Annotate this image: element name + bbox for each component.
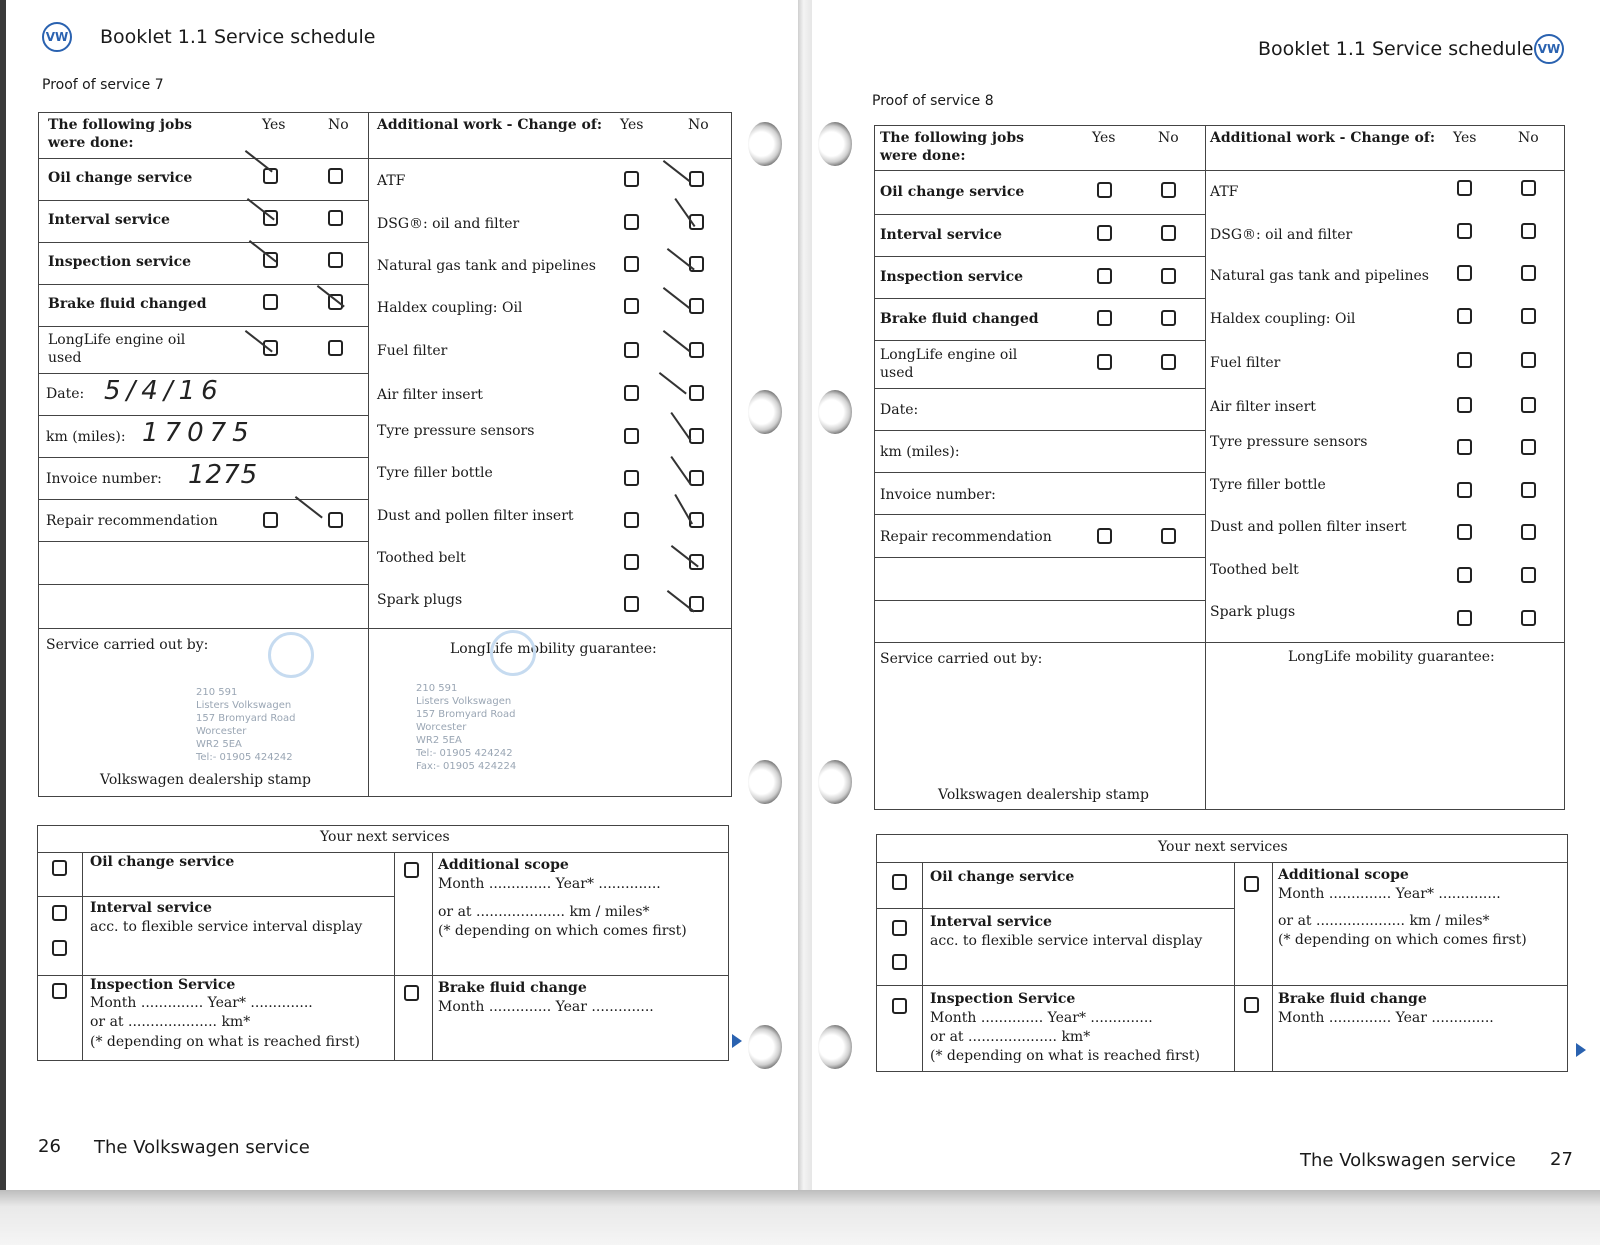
r-next-scope-dep: (* depending on which comes first) [1278, 932, 1527, 948]
r-checkbox-longlife-yes[interactable] [1097, 354, 1112, 370]
checkbox-oil-no[interactable] [328, 168, 343, 184]
r-add-belt: Toothed belt [1210, 562, 1299, 578]
r-mobility-label: LongLife mobility guarantee: [1288, 649, 1495, 665]
r-checkbox-repair-yes[interactable] [1097, 528, 1112, 544]
r-invoice-label: Invoice number: [880, 487, 996, 503]
r-next-scope-or: or at .................... km / miles* [1278, 913, 1490, 929]
checkbox-gas-no[interactable] [689, 256, 704, 272]
r-checkbox-tyre-pressure-no[interactable] [1521, 439, 1536, 455]
r-checkbox-gas-yes[interactable] [1457, 265, 1472, 281]
r-next-insp-dep: (* depending on what is reached first) [930, 1048, 1200, 1064]
checkbox-atf-yes[interactable] [624, 171, 639, 187]
job-brake: Brake fluid changed [48, 296, 207, 312]
checkbox-dust-yes[interactable] [624, 512, 639, 528]
right-footer: The Volkswagen service [1300, 1150, 1516, 1171]
checkbox-belt-yes[interactable] [624, 554, 639, 570]
next-scope-dep: (* depending on which comes first) [438, 923, 687, 939]
r-checkbox-inspection-yes[interactable] [1097, 268, 1112, 284]
job-oil: Oil change service [48, 170, 193, 186]
date-handwritten: 5/4/16 [104, 376, 224, 406]
add-no-header: No [688, 117, 709, 133]
r-add-haldex: Haldex coupling: Oil [1210, 311, 1356, 327]
dealer-stamp-1: 210 591 Listers Volkswagen 157 Bromyard Road Worcester WR2 5EA Tel:- 01905 424242 [196, 687, 296, 763]
checkbox-dsg-yes[interactable] [624, 214, 639, 230]
left-page-number: 26 [38, 1136, 61, 1157]
r-next-insp-or: or at .................... km* [930, 1029, 1091, 1045]
checkbox-haldex-yes[interactable] [624, 298, 639, 314]
r-checkbox-belt-yes[interactable] [1457, 567, 1472, 583]
binder-hole [748, 390, 782, 434]
checkbox-haldex-no[interactable] [689, 298, 704, 314]
r-next-oil: Oil change service [930, 869, 1075, 885]
r-checkbox-gas-no[interactable] [1521, 265, 1536, 281]
checkbox-next-interval-2[interactable] [52, 940, 67, 956]
yes-header: Yes [262, 117, 286, 133]
r-checkbox-interval-no[interactable] [1161, 225, 1176, 241]
r-checkbox-air-no[interactable] [1521, 397, 1536, 413]
job-inspection: Inspection service [48, 254, 192, 270]
binder-hole [748, 122, 782, 166]
binder-hole [818, 390, 852, 434]
r-checkbox-atf-yes[interactable] [1457, 180, 1472, 196]
checkbox-next-oil[interactable] [52, 860, 67, 876]
next-insp-dep: (* depending on what is reached first) [90, 1034, 360, 1050]
r-next-brake-month: Month .............. Year .............. [1278, 1010, 1494, 1026]
r-checkbox-tyre-pressure-yes[interactable] [1457, 439, 1472, 455]
r-checkbox-haldex-no[interactable] [1521, 308, 1536, 324]
r-dealer-stamp-label: Volkswagen dealership stamp [938, 787, 1149, 803]
r-checkbox-dsg-no[interactable] [1521, 223, 1536, 239]
checkbox-next-brake[interactable] [404, 985, 419, 1001]
next-page-arrow-icon [1576, 1043, 1586, 1057]
r-add-no-header: No [1518, 130, 1539, 146]
checkbox-longlife-no[interactable] [328, 340, 343, 356]
add-haldex: Haldex coupling: Oil [377, 300, 523, 316]
r-checkbox-oil-yes[interactable] [1097, 182, 1112, 198]
r-checkbox-inspection-no[interactable] [1161, 268, 1176, 284]
checkbox-repair-no[interactable] [328, 512, 343, 528]
r-service-by-label: Service carried out by: [880, 651, 1043, 667]
stamp-seal-icon [490, 630, 536, 676]
left-proof-title: Proof of service 7 [42, 77, 164, 93]
r-next-scope: Additional scope [1278, 867, 1409, 883]
next-title: Your next services [320, 829, 450, 845]
next-inspection: Inspection Service [90, 977, 236, 993]
add-tyre-filler: Tyre filler bottle [377, 465, 493, 481]
r-checkbox-dust-yes[interactable] [1457, 524, 1472, 540]
next-interval-sub: acc. to flexible service interval display [90, 919, 363, 935]
checkbox-inspection-no[interactable] [328, 252, 343, 268]
mobility-label: LongLife mobility guarantee: [450, 641, 657, 657]
add-spark: Spark plugs [377, 592, 463, 608]
r-repair-label: Repair recommendation [880, 529, 1052, 545]
additional-header: Additional work - Change of: [377, 117, 603, 133]
next-scope: Additional scope [438, 857, 569, 873]
r-next-brake: Brake fluid change [1278, 991, 1427, 1007]
checkbox-next-interval-1[interactable] [52, 905, 67, 921]
dealer-stamp-label: Volkswagen dealership stamp [100, 772, 311, 788]
r-add-yes-header: Yes [1453, 130, 1477, 146]
next-brake-month: Month .............. Year .............. [438, 999, 654, 1015]
r-job-inspection: Inspection service [880, 269, 1024, 285]
checkbox-tyre-filler-yes[interactable] [624, 470, 639, 486]
right-page-number: 27 [1550, 1149, 1573, 1170]
r-checkbox-dsg-yes[interactable] [1457, 223, 1472, 239]
checkbox-interval-no[interactable] [328, 210, 343, 226]
no-header: No [328, 117, 349, 133]
r-additional-header: Additional work - Change of: [1210, 130, 1436, 146]
r-date-label: Date: [880, 402, 919, 418]
stamp-seal-icon [268, 632, 314, 678]
r-checkbox-repair-no[interactable] [1161, 528, 1176, 544]
r-next-scope-month: Month .............. Year* .............. [1278, 886, 1501, 902]
checkbox-atf-no[interactable] [689, 171, 704, 187]
checkbox-next-scope[interactable] [404, 862, 419, 878]
r-next-inspection: Inspection Service [930, 991, 1076, 1007]
add-gas: Natural gas tank and pipelines [377, 258, 596, 274]
r-checkbox-brake-no[interactable] [1161, 310, 1176, 326]
service-by-label: Service carried out by: [46, 637, 209, 653]
checkbox-fuel-yes[interactable] [624, 342, 639, 358]
r-checkbox-longlife-no[interactable] [1161, 354, 1176, 370]
r-add-dsg: DSG®: oil and filter [1210, 227, 1353, 243]
r-checkbox-atf-no[interactable] [1521, 180, 1536, 196]
r-checkbox-air-yes[interactable] [1457, 397, 1472, 413]
right-header: Booklet 1.1 Service schedule [1258, 38, 1534, 60]
r-add-dust: Dust and pollen filter insert [1210, 519, 1407, 535]
next-interval: Interval service [90, 900, 212, 916]
checkbox-fuel-no[interactable] [689, 342, 704, 358]
r-checkbox-fuel-no[interactable] [1521, 352, 1536, 368]
binder-hole [818, 1025, 852, 1069]
r-add-atf: ATF [1210, 184, 1239, 200]
binder-hole [818, 122, 852, 166]
next-brake: Brake fluid change [438, 980, 587, 996]
r-checkbox-spark-yes[interactable] [1457, 610, 1472, 626]
checkbox-repair-yes[interactable] [263, 512, 278, 528]
invoice-label: Invoice number: [46, 471, 162, 487]
add-dust: Dust and pollen filter insert [377, 508, 574, 524]
r-checkbox-haldex-yes[interactable] [1457, 308, 1472, 324]
r-job-longlife: LongLife engine oil used [880, 347, 1018, 381]
r-checkbox-next-inspection[interactable] [892, 998, 907, 1014]
r-checkbox-spark-no[interactable] [1521, 610, 1536, 626]
scan-bottom-edge [0, 1190, 1600, 1245]
job-longlife: LongLife engine oil used [48, 332, 186, 366]
r-km-label: km (miles): [880, 444, 960, 460]
r-add-fuel: Fuel filter [1210, 355, 1281, 371]
r-jobs-header: The following jobs were done: [880, 130, 1024, 164]
r-checkbox-next-interval-1[interactable] [892, 920, 907, 936]
r-checkbox-interval-yes[interactable] [1097, 225, 1112, 241]
r-next-interval-sub: acc. to flexible service interval display [930, 933, 1203, 949]
r-checkbox-fuel-yes[interactable] [1457, 352, 1472, 368]
r-checkbox-next-interval-2[interactable] [892, 954, 907, 970]
r-job-brake: Brake fluid changed [880, 311, 1039, 327]
checkbox-spark-yes[interactable] [624, 596, 639, 612]
r-next-interval: Interval service [930, 914, 1052, 930]
r-add-spark: Spark plugs [1210, 604, 1296, 620]
r-checkbox-tyre-filler-no[interactable] [1521, 482, 1536, 498]
checkbox-air-yes[interactable] [624, 385, 639, 401]
km-handwritten: 17075 [142, 418, 255, 448]
job-interval: Interval service [48, 212, 170, 228]
book-spine [798, 0, 812, 1195]
next-insp-or: or at .................... km* [90, 1014, 251, 1030]
r-job-interval: Interval service [880, 227, 1002, 243]
add-air: Air filter insert [377, 387, 483, 403]
right-proof-title: Proof of service 8 [872, 93, 994, 109]
r-add-tyre-pressure: Tyre pressure sensors [1210, 434, 1368, 450]
vw-logo-icon: VW [1534, 34, 1564, 64]
vw-logo-icon: VW [42, 22, 72, 52]
left-header: Booklet 1.1 Service schedule [100, 26, 376, 48]
r-checkbox-dust-no[interactable] [1521, 524, 1536, 540]
checkbox-air-no[interactable] [689, 385, 704, 401]
r-next-insp-month: Month .............. Year* .............. [930, 1010, 1153, 1026]
binder-hole [818, 760, 852, 804]
checkbox-next-inspection[interactable] [52, 983, 67, 999]
add-tyre-pressure: Tyre pressure sensors [377, 423, 535, 439]
add-fuel: Fuel filter [377, 343, 448, 359]
jobs-header: The following jobs were done: [48, 117, 192, 151]
add-yes-header: Yes [620, 117, 644, 133]
r-checkbox-brake-yes[interactable] [1097, 310, 1112, 326]
invoice-handwritten: 1275 [188, 460, 259, 490]
r-no-header: No [1158, 130, 1179, 146]
r-job-oil: Oil change service [880, 184, 1025, 200]
checkbox-gas-yes[interactable] [624, 256, 639, 272]
next-scope-or: or at .................... km / miles* [438, 904, 650, 920]
r-add-tyre-filler: Tyre filler bottle [1210, 477, 1326, 493]
r-checkbox-next-scope[interactable] [1244, 876, 1259, 892]
checkbox-tyre-pressure-yes[interactable] [624, 428, 639, 444]
checkbox-brake-yes[interactable] [263, 294, 278, 310]
next-oil: Oil change service [90, 854, 235, 870]
r-checkbox-oil-no[interactable] [1161, 182, 1176, 198]
binder-hole [748, 760, 782, 804]
r-add-air: Air filter insert [1210, 399, 1316, 415]
add-atf: ATF [377, 173, 406, 189]
next-page-arrow-icon [732, 1034, 742, 1048]
next-insp-month: Month .............. Year* .............. [90, 995, 313, 1011]
r-checkbox-next-brake[interactable] [1244, 997, 1259, 1013]
r-add-gas: Natural gas tank and pipelines [1210, 268, 1429, 284]
add-belt: Toothed belt [377, 550, 466, 566]
km-label: km (miles): [46, 429, 126, 445]
next-scope-month: Month .............. Year* .............. [438, 876, 661, 892]
dealer-stamp-2: 210 591 Listers Volkswagen 157 Bromyard Road Worcester WR2 5EA Tel:- 01905 424242 Fax:- 01905 424224 [416, 683, 517, 772]
binder-hole [748, 1025, 782, 1069]
repair-label: Repair recommendation [46, 513, 218, 529]
r-checkbox-belt-no[interactable] [1521, 567, 1536, 583]
checkbox-tyre-pressure-no[interactable] [689, 428, 704, 444]
left-footer: The Volkswagen service [94, 1137, 310, 1158]
date-label: Date: [46, 386, 85, 402]
r-yes-header: Yes [1092, 130, 1116, 146]
r-checkbox-tyre-filler-yes[interactable] [1457, 482, 1472, 498]
add-dsg: DSG®: oil and filter [377, 216, 520, 232]
r-next-title: Your next services [1158, 839, 1288, 855]
r-checkbox-next-oil[interactable] [892, 874, 907, 890]
